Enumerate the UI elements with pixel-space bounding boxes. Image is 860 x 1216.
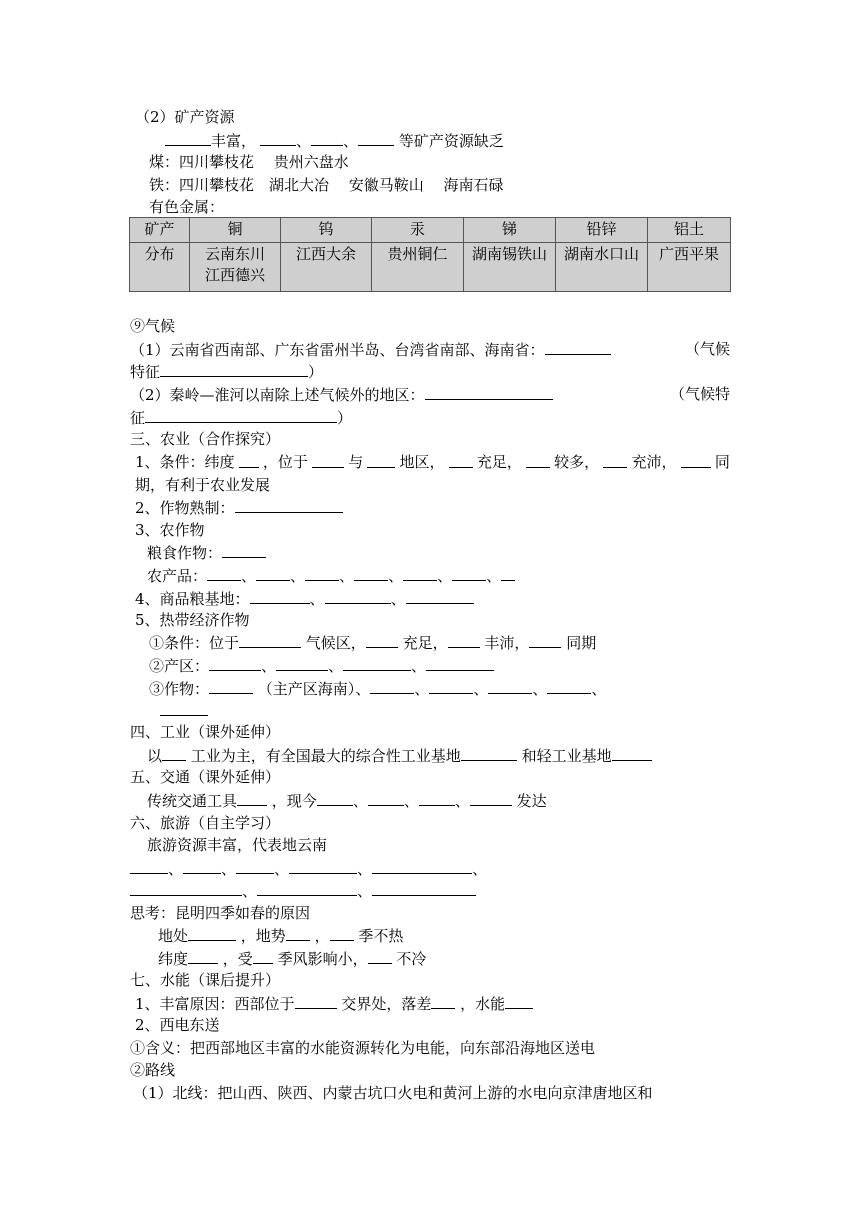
think-heading: 思考：昆明四季如春的原因 bbox=[130, 904, 311, 922]
separator: 、 bbox=[241, 567, 257, 585]
separator: 、 bbox=[339, 567, 355, 585]
text: （气候 bbox=[684, 340, 730, 358]
blank[interactable] bbox=[603, 452, 627, 468]
blank[interactable] bbox=[372, 880, 476, 896]
table-cell: 湖南锡铁山 bbox=[464, 243, 556, 292]
nonferrous-label: 有色金属： bbox=[149, 198, 225, 216]
text: 较多， bbox=[554, 453, 600, 471]
blank[interactable] bbox=[612, 745, 652, 761]
blank[interactable] bbox=[449, 452, 473, 468]
blank[interactable] bbox=[160, 361, 308, 377]
text: 不冷 bbox=[396, 950, 427, 968]
text: 地处 bbox=[158, 927, 189, 945]
hydro-heading: 七、水能（课后提升） bbox=[130, 971, 281, 989]
blank[interactable] bbox=[419, 790, 455, 806]
table-header-row bbox=[130, 218, 731, 243]
table-header-cell: 钨 bbox=[281, 218, 372, 243]
text: 气候区， bbox=[305, 634, 366, 652]
climate-q1 bbox=[130, 339, 730, 360]
iron-line: 铁：四川攀枝花 湖北大冶 安徽马鞍山 海南石碌 bbox=[149, 176, 504, 194]
text: 丰沛， bbox=[484, 634, 530, 652]
blank[interactable] bbox=[501, 565, 515, 581]
blank[interactable] bbox=[239, 632, 301, 648]
text: 、 bbox=[296, 132, 312, 150]
blank[interactable] bbox=[165, 130, 211, 146]
climate-q2-cont bbox=[130, 407, 352, 428]
blank[interactable] bbox=[681, 452, 711, 468]
blank[interactable] bbox=[317, 790, 353, 806]
blank[interactable] bbox=[188, 925, 236, 941]
text: 充沛， bbox=[631, 453, 677, 471]
blank[interactable] bbox=[470, 790, 512, 806]
tourism-blanks-1 bbox=[130, 858, 487, 879]
text: ，地势 bbox=[240, 927, 286, 945]
text: 2、作物熟制： bbox=[135, 499, 235, 517]
tourism-heading: 六、旅游（自主学习） bbox=[130, 814, 281, 832]
blank[interactable] bbox=[452, 565, 486, 581]
transport-heading: 五、交通（课外延伸） bbox=[130, 768, 281, 786]
blank[interactable] bbox=[429, 678, 473, 694]
blank[interactable] bbox=[425, 384, 553, 400]
blank[interactable] bbox=[276, 655, 328, 671]
blank[interactable] bbox=[207, 565, 241, 581]
text: 发达 bbox=[516, 792, 547, 810]
blank[interactable] bbox=[448, 632, 480, 648]
agri-crops-heading: 3、农作物 bbox=[135, 521, 205, 539]
blank[interactable] bbox=[343, 655, 411, 671]
blank[interactable] bbox=[256, 565, 290, 581]
separator: 、 bbox=[472, 860, 488, 878]
mineral-title: （2）矿产资源 bbox=[135, 108, 235, 126]
text: 4、商品粮基地： bbox=[135, 590, 250, 608]
coal-line: 煤：四川攀枝花 贵州六盘水 bbox=[149, 153, 349, 171]
blank[interactable] bbox=[209, 678, 253, 694]
text: 季风影响小， bbox=[277, 950, 368, 968]
blank[interactable] bbox=[545, 339, 611, 355]
text: 粮食作物： bbox=[147, 544, 223, 562]
blank[interactable] bbox=[286, 925, 310, 941]
text: 等矿产资源缺乏 bbox=[398, 132, 504, 150]
blank[interactable] bbox=[289, 858, 357, 874]
text: ③作物： bbox=[149, 680, 210, 698]
agri-produce bbox=[147, 565, 515, 586]
blank[interactable] bbox=[505, 993, 533, 1009]
text: 交界处，落差 bbox=[341, 995, 432, 1013]
blank[interactable] bbox=[367, 452, 395, 468]
text: ） bbox=[308, 363, 324, 381]
text: ，位于 bbox=[262, 453, 308, 471]
table-header-cell: 铜 bbox=[190, 218, 281, 243]
table-cell: 云南东川 江西德兴 bbox=[190, 243, 281, 292]
blank[interactable] bbox=[160, 700, 208, 716]
agri-tropical-heading: 5、热带经济作物 bbox=[135, 611, 250, 629]
blank[interactable] bbox=[250, 588, 310, 604]
text: 1、条件：纬度 bbox=[135, 453, 235, 471]
blank[interactable] bbox=[461, 745, 517, 761]
blank[interactable] bbox=[372, 858, 472, 874]
text: 纬度 bbox=[158, 950, 189, 968]
table-cell: 广西平果 bbox=[648, 243, 731, 292]
separator: 、 bbox=[532, 680, 548, 698]
agri-tropical-crops bbox=[149, 678, 606, 699]
blank[interactable] bbox=[188, 948, 218, 964]
separator: 、 bbox=[414, 680, 430, 698]
table-header-cell: 锑 bbox=[464, 218, 556, 243]
separator: 、 bbox=[309, 590, 325, 608]
blank[interactable] bbox=[368, 790, 404, 806]
table-header-cell: 矿产 bbox=[130, 218, 190, 243]
blank[interactable] bbox=[183, 858, 221, 874]
agri-tropical-region bbox=[149, 655, 494, 676]
blank[interactable] bbox=[239, 452, 259, 468]
blank[interactable] bbox=[236, 858, 274, 874]
blank[interactable] bbox=[260, 130, 296, 146]
separator: 、 bbox=[390, 590, 406, 608]
text: ， bbox=[314, 927, 330, 945]
blank[interactable] bbox=[305, 565, 339, 581]
blank[interactable] bbox=[311, 130, 343, 146]
agri-grain bbox=[147, 542, 266, 563]
blank[interactable] bbox=[253, 948, 273, 964]
text: 与 bbox=[348, 453, 364, 471]
text: 地区， bbox=[399, 453, 445, 471]
blank[interactable] bbox=[312, 452, 344, 468]
blank[interactable] bbox=[162, 745, 186, 761]
agri-condition bbox=[135, 452, 730, 472]
separator: 、 bbox=[274, 860, 290, 878]
agri-tropical-crops-cont bbox=[160, 700, 208, 721]
mineral-line1 bbox=[165, 130, 504, 151]
hydro-route: ②路线 bbox=[130, 1061, 176, 1079]
blank[interactable] bbox=[237, 790, 267, 806]
table-cell: 江西大余 bbox=[281, 243, 372, 292]
think-line1 bbox=[158, 925, 403, 946]
text: 、 bbox=[343, 132, 359, 150]
text: （气候特 bbox=[669, 385, 730, 403]
text: 和轻工业基地 bbox=[521, 747, 612, 765]
text: 充足， bbox=[476, 453, 522, 471]
blank[interactable] bbox=[130, 858, 168, 874]
table-header-cell: 铝土 bbox=[648, 218, 731, 243]
agri-heading: 三、农业（合作探究） bbox=[130, 430, 281, 448]
text: （主产区海南） bbox=[257, 680, 356, 698]
text: 季不热 bbox=[358, 927, 404, 945]
text: 充足， bbox=[402, 634, 448, 652]
hydro-north-line: （1）北线：把山西、陕西、内蒙古坑口火电和黄河上游的水电向京津唐地区和 bbox=[133, 1084, 653, 1102]
separator: 、 bbox=[168, 860, 184, 878]
blank[interactable] bbox=[403, 565, 437, 581]
separator: 、 bbox=[591, 680, 607, 698]
separator: 、 bbox=[411, 657, 427, 675]
separator: 、 bbox=[242, 882, 258, 900]
blank[interactable] bbox=[547, 678, 591, 694]
text: 丰富， bbox=[211, 132, 257, 150]
blank[interactable] bbox=[222, 542, 266, 558]
text: 特征 bbox=[130, 363, 161, 381]
climate-q1-cont bbox=[130, 361, 323, 382]
blank[interactable] bbox=[295, 993, 337, 1009]
text: ②产区： bbox=[149, 657, 210, 675]
blank[interactable] bbox=[257, 880, 357, 896]
hydro-meaning: ①含义：把西部地区丰富的水能资源转化为电能，向东部沿海地区送电 bbox=[130, 1039, 596, 1057]
blank[interactable] bbox=[209, 655, 261, 671]
table-header-cell: 汞 bbox=[372, 218, 464, 243]
table-row bbox=[130, 243, 731, 292]
separator: 、 bbox=[357, 882, 373, 900]
separator: 、 bbox=[352, 792, 368, 810]
agri-tropical-condition bbox=[149, 632, 596, 653]
blank[interactable] bbox=[370, 678, 414, 694]
agri-base bbox=[135, 588, 474, 609]
text: ，水能 bbox=[460, 995, 506, 1013]
text: （1）云南省西南部、广东省雷州半岛、台湾省南部、海南省： bbox=[130, 341, 545, 359]
separator: 、 bbox=[454, 792, 470, 810]
climate-q2 bbox=[130, 384, 730, 405]
blank[interactable] bbox=[130, 880, 242, 896]
separator: 、 bbox=[261, 657, 277, 675]
blank[interactable] bbox=[366, 632, 398, 648]
text: ，现今 bbox=[271, 792, 317, 810]
blank[interactable] bbox=[529, 632, 561, 648]
think-line2 bbox=[158, 948, 426, 969]
text: 1、丰富原因：西部位于 bbox=[135, 995, 295, 1013]
transport-text bbox=[147, 790, 547, 811]
table-row-label: 分布 bbox=[130, 243, 190, 292]
blank[interactable] bbox=[488, 678, 532, 694]
blank[interactable] bbox=[526, 452, 550, 468]
tourism-text: 旅游资源丰富，代表地云南 bbox=[147, 836, 328, 854]
separator: 、 bbox=[221, 860, 237, 878]
separator: 、 bbox=[388, 567, 404, 585]
text: 工业为主，有全国最大的综合性工业基地 bbox=[190, 747, 461, 765]
separator: 、 bbox=[357, 860, 373, 878]
blank[interactable] bbox=[358, 130, 394, 146]
text: 同期 bbox=[566, 634, 597, 652]
blank[interactable] bbox=[354, 565, 388, 581]
blank[interactable] bbox=[431, 993, 455, 1009]
blank[interactable] bbox=[145, 407, 337, 423]
blank[interactable] bbox=[325, 588, 391, 604]
text: ，受 bbox=[222, 950, 253, 968]
separator: 、 bbox=[403, 792, 419, 810]
blank[interactable] bbox=[406, 588, 474, 604]
table-cell: 湖南水口山 bbox=[556, 243, 648, 292]
mineral-table bbox=[129, 217, 731, 292]
text: 征 bbox=[130, 409, 146, 427]
text: （2）秦岭—淮河以南除上述气候外的地区： bbox=[130, 386, 425, 404]
separator: 、 bbox=[328, 657, 344, 675]
climate-heading: ⑨气候 bbox=[130, 317, 176, 335]
table-cell: 贵州铜仁 bbox=[372, 243, 464, 292]
agri-condition-cont: 期，有利于农业发展 bbox=[135, 476, 271, 494]
separator: 、 bbox=[355, 680, 371, 698]
blank[interactable] bbox=[368, 948, 392, 964]
text: ） bbox=[337, 409, 353, 427]
hydro-west-east: 2、西电东送 bbox=[135, 1016, 220, 1034]
industry-heading: 四、工业（课外延伸） bbox=[130, 723, 281, 741]
agri-cropping bbox=[135, 497, 343, 518]
separator: 、 bbox=[486, 567, 502, 585]
text: 农产品： bbox=[147, 567, 208, 585]
blank[interactable] bbox=[426, 655, 494, 671]
separator: 、 bbox=[437, 567, 453, 585]
table-header-cell: 铅锌 bbox=[556, 218, 648, 243]
blank[interactable] bbox=[235, 497, 343, 513]
blank[interactable] bbox=[330, 925, 354, 941]
tourism-blanks-2 bbox=[130, 880, 476, 901]
separator: 、 bbox=[290, 567, 306, 585]
text: ①条件：位于 bbox=[149, 634, 240, 652]
industry-text bbox=[147, 745, 652, 766]
text: 传统交通工具 bbox=[147, 792, 238, 810]
hydro-reason bbox=[135, 993, 533, 1014]
separator: 、 bbox=[473, 680, 489, 698]
text: 以 bbox=[147, 747, 163, 765]
text: 同 bbox=[714, 453, 730, 471]
